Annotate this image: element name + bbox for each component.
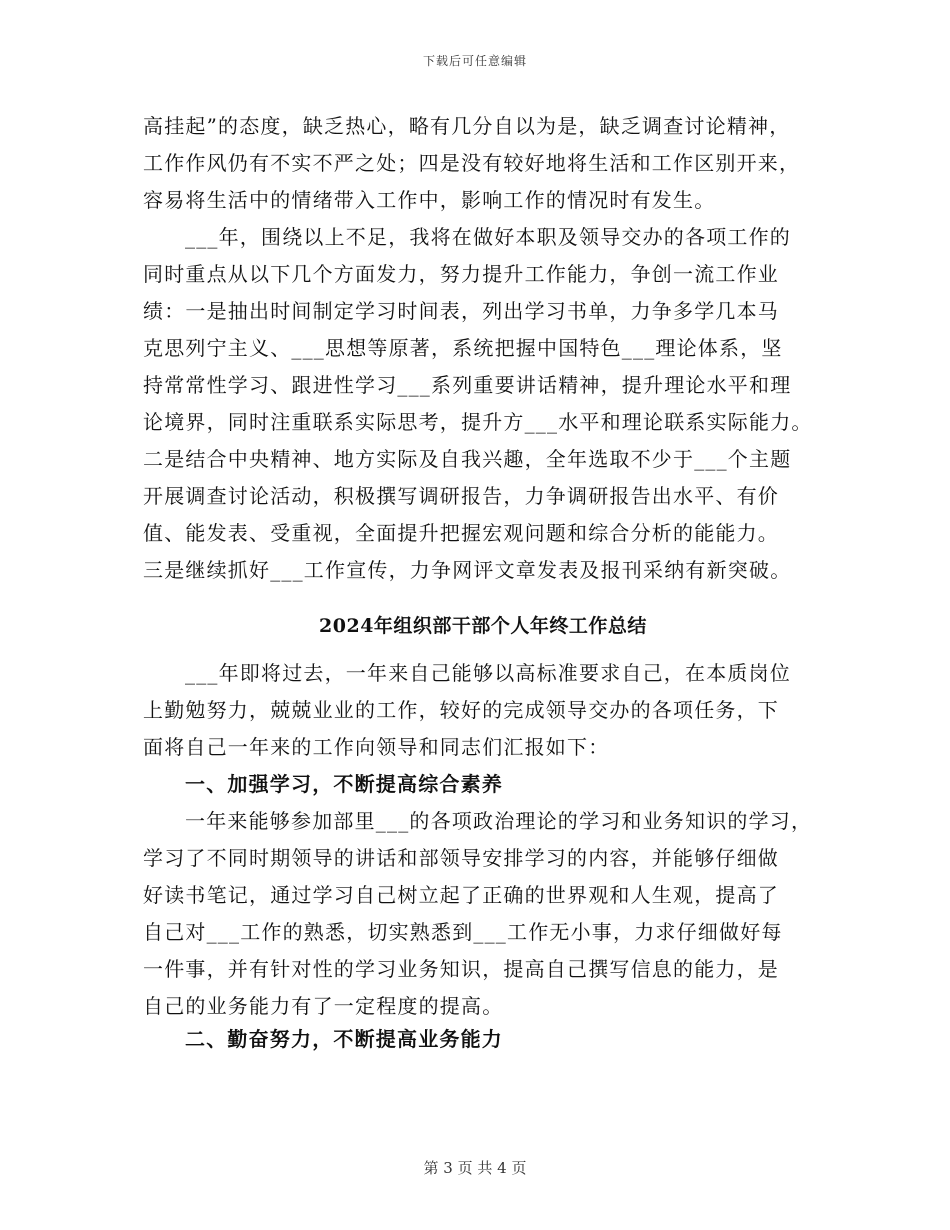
paragraph-line: 同时重点从以下几个方面发力，努力提升工作能力，争创一流工作业 [143,262,779,286]
document-body [143,603,823,1025]
page-header: 下载后可任意编辑 [422,54,527,68]
document-title: 2024年组织部干部个人年终工作总结 [319,615,647,637]
paragraph-line: 论境界，同时注重联系实际思考，提升方___水平和理论联系实际能力。 [143,410,813,434]
paragraph-line: 好读书笔记，通过学习自己树立起了正确的世界观和人生观，提高了 [143,883,779,907]
paragraph-line: 工作作风仍有不实不严之处；四是没有较好地将生活和工作区别开来， [143,151,801,175]
paragraph-line: 克思列宁主义、___思想等原著，系统把握中国特色___理论体系，坚 [143,336,783,360]
intro-line: 面将自己一年来的工作向领导和同志们汇报如下： [143,735,610,759]
paragraph-line: 三是继续抓好___工作宣传，力争网评文章发表及报刊采纳有新突破。 [143,558,792,582]
paragraph-line: ___年，围绕以上不足，我将在做好本职及领导交办的各项工作的 [185,225,791,249]
section-heading: 二、勤奋努力，不断提高业务能力 [185,1027,503,1051]
paragraph-line: 高挂起”的态度，缺乏热心，略有几分自以为是，缺乏调查讨论精神， [143,114,791,138]
next-section [143,1021,823,1058]
section-heading: 一、加强学习，不断提高综合素养 [185,772,503,796]
paragraph-line: 自己对___工作的熟悉，切实熟悉到___工作无小事，力求仔细做好每 [143,920,783,944]
paragraph-line: 值、能发表、受重视，全面提升把握宏观问题和综合分析的能能力。 [143,521,779,545]
paragraph-line: 学习了不同时期领导的讲话和部领导安排学习的内容，并能够仔细做 [143,846,779,870]
continued-section [143,108,823,589]
intro-line: ___年即将过去，一年来自己能够以高标准要求自己，在本质岗位 [185,661,791,685]
paragraph-line: 二是结合中央精神、地方实际及自我兴趣，全年选取不少于___个主题 [143,447,792,471]
paragraph-line: 自己的业务能力有了一定程度的提高。 [143,994,504,1018]
page-footer: 第 3 页 共 4 页 [423,1159,527,1177]
paragraph-line: 开展调查讨论活动，积极撰写调研报告，力争调研报告出水平、有价 [143,484,779,508]
intro-line: 上勤勉努力，兢兢业业的工作，较好的完成领导交办的各项任务，下 [143,698,779,722]
paragraph-line: 持常常性学习、跟进性学习___系列重要讲话精神，提升理论水平和理 [143,373,792,397]
paragraph-line: 一年来能够参加部里___的各项政治理论的学习和业务知识的学习， [185,809,813,833]
paragraph-line: 绩：一是抽出时间制定学习时间表，列出学习书单，力争多学几本马 [143,299,779,323]
paragraph-line: 容易将生活中的情绪带入工作中，影响工作的情况时有发生。 [143,188,716,212]
paragraph-line: 一件事，并有针对性的学习业务知识，提高自己撰写信息的能力，是 [143,957,779,981]
